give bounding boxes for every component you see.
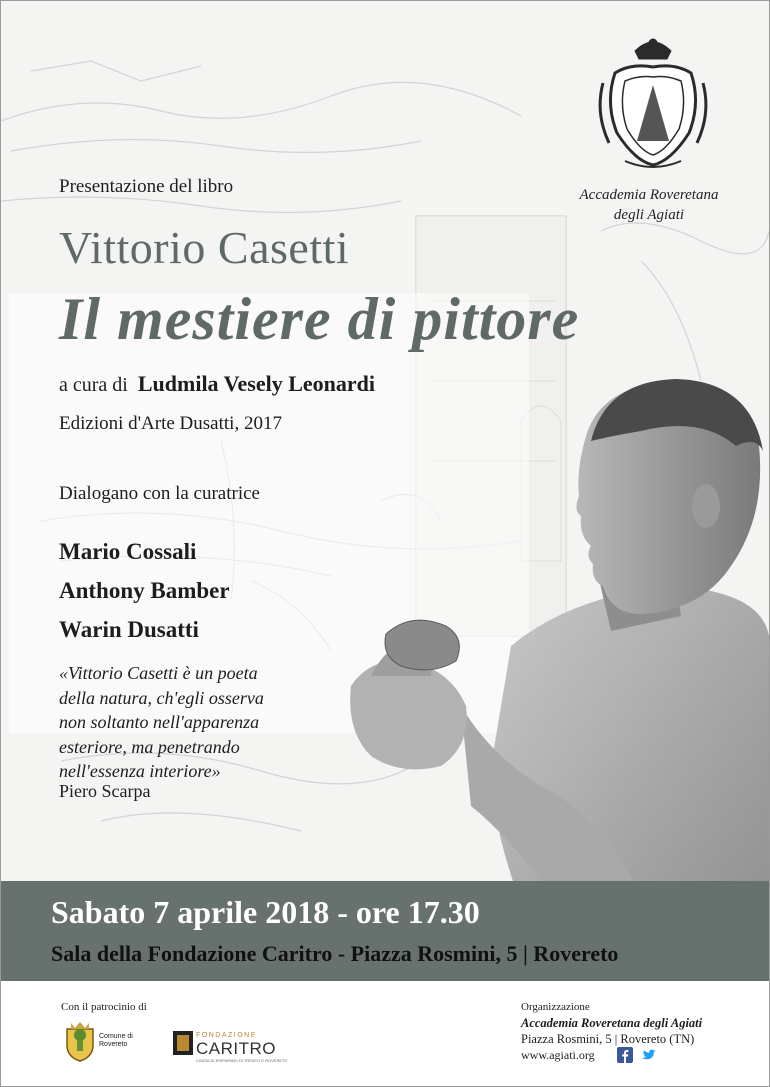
quote-author: Piero Scarpa bbox=[59, 781, 151, 801]
quote-line: della natura, ch'egli osserva bbox=[59, 687, 264, 708]
curator-prefix: a cura di bbox=[59, 374, 128, 396]
author-name: Vittorio Casetti bbox=[59, 222, 350, 273]
speaker-name: Anthony Bamber bbox=[59, 578, 230, 603]
organizer-label: Organizzazione bbox=[521, 1001, 590, 1013]
organizer-name: Accademia Roveretana degli Agiati bbox=[521, 1016, 703, 1030]
academy-name-line: degli Agiati bbox=[613, 207, 685, 223]
curator-line bbox=[59, 371, 375, 397]
comune-coat-of-arms-icon bbox=[63, 1021, 97, 1063]
event-venue: Sala della Fondazione Caritro - Piazza Rosmini, 5 | Rovereto bbox=[51, 941, 619, 966]
academy-name-line: Accademia Roveretana bbox=[579, 187, 719, 203]
quote-line: non soltanto nell'apparenza bbox=[59, 712, 260, 732]
intro-label: Presentazione del libro bbox=[59, 176, 234, 197]
foundation-label: FONDAZIONE bbox=[196, 1032, 257, 1039]
organizer-address: Piazza Rosmini, 5 | Rovereto (TN) bbox=[521, 1032, 695, 1046]
curator-name: Ludmila Vesely Leonardi bbox=[137, 371, 376, 396]
quote-line: nell'essenza interiore» bbox=[59, 761, 221, 781]
speaker-name: Mario Cossali bbox=[59, 539, 197, 564]
quote-line: «Vittorio Casetti è un poeta bbox=[59, 663, 258, 683]
book-title: Il mestiere di pittore bbox=[59, 286, 580, 352]
academy-crest-icon bbox=[595, 33, 711, 173]
edition-info: Edizioni d'Arte Dusatti, 2017 bbox=[59, 413, 282, 434]
dialogue-intro: Dialogano con la curatrice bbox=[59, 483, 260, 504]
foundation-subtitle: CASSA DI RISPARMIO DI TRENTO E ROVERETO bbox=[196, 1058, 288, 1063]
facebook-icon[interactable] bbox=[617, 1047, 633, 1063]
speaker-name: Warin Dusatti bbox=[59, 617, 199, 642]
caritro-logo-icon bbox=[173, 1031, 193, 1055]
event-date: Sabato 7 aprile 2018 - ore 17.30 bbox=[51, 894, 480, 930]
quote-line: esteriore, ma penetrando bbox=[59, 736, 240, 757]
organizer-website-link[interactable]: www.agiati.org bbox=[521, 1048, 595, 1062]
foundation-name: CARITRO bbox=[196, 1039, 276, 1058]
twitter-icon[interactable] bbox=[641, 1047, 657, 1063]
comune-label: Comune di Rovereto bbox=[99, 1033, 133, 1048]
academy-name bbox=[549, 185, 749, 225]
quote-block bbox=[59, 661, 264, 784]
patronage-label: Con il patrocinio di bbox=[61, 1001, 147, 1013]
